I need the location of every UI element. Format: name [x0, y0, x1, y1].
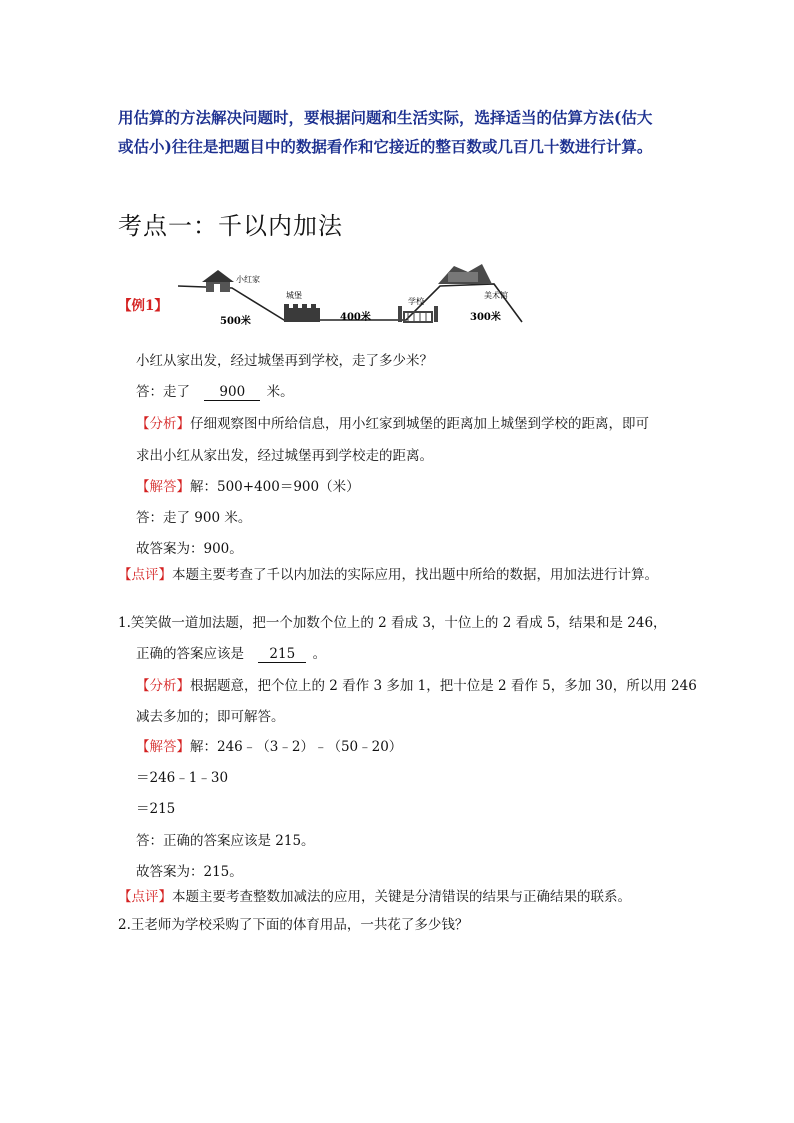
label-distance-2: 400米: [340, 312, 371, 323]
problem2-question: 2.王老师为学校采购了下面的体育用品，一共花了多少钱？: [118, 917, 469, 933]
label-castle: 城堡: [286, 291, 302, 300]
problem1-analysis-line-1: [136, 676, 697, 696]
example-label: 【例1】: [118, 298, 168, 314]
intro-line-1: 用估算的方法解决问题时，要根据问题和生活实际，选择适当的估算方法(估大: [118, 108, 653, 127]
problem1-solution-tag: 【解答】: [136, 739, 190, 755]
example-analysis-line-2: 求出小红从家出发，经过城堡再到学校走的距离。: [136, 448, 433, 464]
route-figure: [172, 262, 528, 342]
problem1-comment: [118, 887, 631, 907]
problem1-question-line-1: 1.笑笑做一道加法题，把一个加数个位上的 2 看成 3，十位上的 2 看成 5，结果和是 246，: [118, 615, 667, 631]
problem1-solution-text: 解：246﹣（3﹣2）﹣（50﹣20）: [190, 739, 403, 755]
section-title: 考点一：千以内加法: [118, 212, 343, 240]
answer-blank: 900: [204, 384, 260, 401]
analysis-text: 仔细观察图中所给信息，用小红家到城堡的距离加上城堡到学校的距离，即可: [190, 416, 649, 432]
example-final: 故答案为：900。: [136, 541, 243, 557]
solution-text: 解：500+400＝900（米）: [190, 479, 360, 495]
example-analysis-line-1: [136, 414, 649, 434]
comment-text: 本题主要考查了千以内加法的实际应用，找出题中所给的数据，用加法进行计算。: [172, 567, 658, 583]
intro-line-2: 或估小)往往是把题目中的数据看作和它接近的整百数或几百几十数进行计算。: [118, 137, 653, 156]
example-solution: [136, 477, 360, 497]
label-school: 学校: [408, 297, 424, 306]
answer-suffix: 米。: [266, 384, 294, 400]
label-distance-3: 300米: [470, 312, 501, 323]
solution-tag: 【解答】: [136, 479, 190, 495]
analysis-tag: 【分析】: [136, 416, 190, 432]
problem1-suffix: 。: [312, 646, 327, 662]
problem1-prefix: 正确的答案应该是: [136, 646, 244, 662]
example-comment: [118, 565, 658, 585]
example-answer-line: 答：走了 900 米。: [136, 510, 252, 526]
label-distance-1: 500米: [220, 316, 251, 327]
example-question: 小红从家出发，经过城堡再到学校，走了多少米？: [136, 353, 433, 369]
example-answer: [136, 382, 294, 402]
problem1-analysis-text: 根据题意，把个位上的 2 看作 3 多加 1，把十位是 2 看作 5，多加 30，所以用 246: [190, 678, 697, 694]
problem1-step-1: ＝246﹣1﹣30: [136, 770, 229, 786]
problem1-analysis-line-2: 减去多加的；即可解答。: [136, 709, 285, 725]
problem1-comment-tag: 【点评】: [118, 889, 172, 905]
problem1-answer-line: 答：正确的答案应该是 215。: [136, 833, 315, 849]
problem1-analysis-tag: 【分析】: [136, 678, 190, 694]
problem1-final: 故答案为：215。: [136, 864, 243, 880]
label-museum: 美术馆: [484, 291, 508, 300]
problem1-solution: [136, 737, 402, 757]
problem1-comment-text: 本题主要考查整数加减法的应用，关键是分清错误的结果与正确结果的联系。: [172, 889, 631, 905]
problem1-question-line-2: [136, 644, 326, 664]
comment-tag: 【点评】: [118, 567, 172, 583]
problem1-blank: 215: [258, 646, 306, 663]
problem1-step-2: ＝215: [136, 801, 176, 817]
answer-prefix: 答：走了: [136, 384, 190, 400]
label-home: 小红家: [236, 275, 260, 284]
